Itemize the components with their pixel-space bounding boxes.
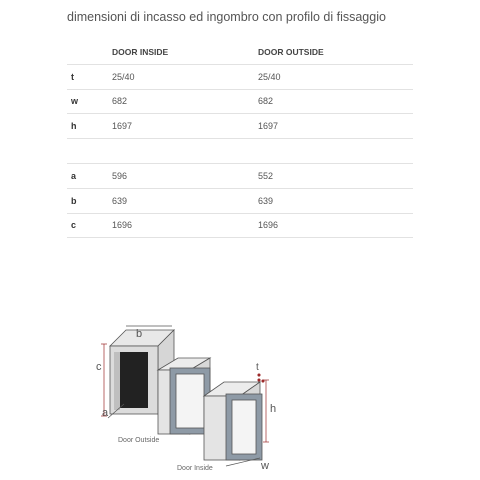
door-inside-value: 596 (112, 163, 258, 188)
table-row (67, 89, 413, 114)
row-label: c (67, 213, 112, 238)
door-inside-value: 1696 (112, 213, 258, 238)
row-label: t (67, 64, 112, 89)
door-outside-value: 1697 (258, 114, 413, 139)
door-outside-value (258, 139, 413, 164)
door-inside-value: 25/40 (112, 64, 258, 89)
installation-diagram (80, 318, 290, 478)
door-outside-value: 639 (258, 188, 413, 213)
door-inside-value: 682 (112, 89, 258, 114)
header-cell-empty (67, 40, 112, 64)
dimensions-table (67, 40, 413, 238)
door-outside-value: 1696 (258, 213, 413, 238)
niche-cavity (118, 352, 148, 408)
table-row (67, 114, 413, 139)
dimension-label-t: t (256, 362, 259, 373)
door-outside-value: 552 (258, 163, 413, 188)
door-outside-value: 25/40 (258, 64, 413, 89)
page-title: dimensioni di incasso ed ingombro con profilo di fissaggio (67, 10, 386, 24)
row-label: a (67, 163, 112, 188)
table-row (67, 163, 413, 188)
door-outside-unit (158, 358, 210, 434)
header-door-inside: DOOR INSIDE (112, 40, 258, 64)
caption-door-outside: Door Outside (118, 437, 160, 444)
table-row-spacer (67, 139, 413, 164)
door-outside-value: 682 (258, 89, 413, 114)
dimension-label-b: b (136, 328, 143, 340)
dimension-label-h: h (270, 403, 277, 415)
dimension-label-c: c (96, 361, 102, 373)
table-header-row (67, 40, 413, 64)
header-door-outside: DOOR OUTSIDE (258, 40, 413, 64)
table-row (67, 64, 413, 89)
door-inside-value: 1697 (112, 114, 258, 139)
door-inside-unit (204, 382, 262, 460)
dimension-label-a: a (102, 407, 109, 419)
row-label: w (67, 89, 112, 114)
door-inside-value: 639 (112, 188, 258, 213)
row-label (67, 139, 112, 164)
table-row (67, 213, 413, 238)
table-row (67, 188, 413, 213)
row-label: h (67, 114, 112, 139)
caption-door-inside: Door Inside (177, 465, 213, 472)
dimension-label-w: w (261, 460, 269, 472)
door-inside-value (112, 139, 258, 164)
row-label: b (67, 188, 112, 213)
